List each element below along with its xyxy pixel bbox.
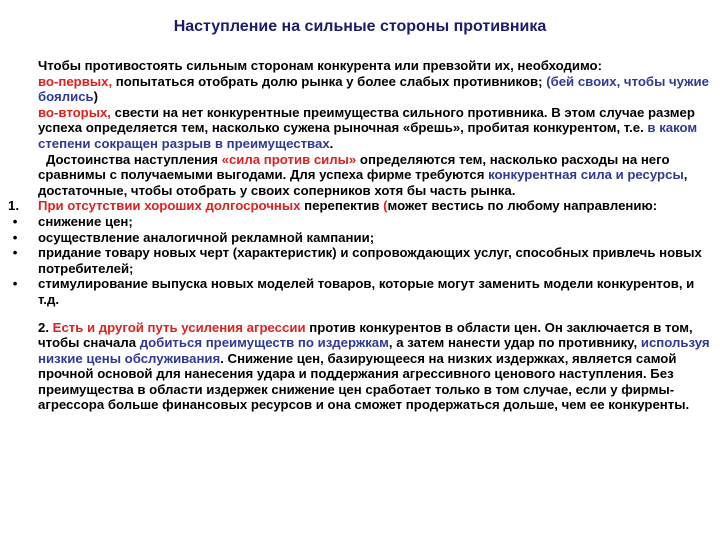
bullet-item xyxy=(8,245,712,276)
item-1-text: перепектив xyxy=(300,198,384,214)
first-text: попытаться отобрать долю рынка у более слабых противников; xyxy=(112,73,547,89)
item-2-text3: . Снижение цен, базирующееся на низких издержках, является самой прочной основой для нанесения удара и поддержания агрессивного ценового наступления. Без преимущества в области издержек снижение цен сработает только в том случае, если у фирмы-агрессора больше финансовых ресурсов и она сможет продержаться дольше, чем ее конкуренты. xyxy=(38,350,690,413)
adv-text-a: Достоинства наступления xyxy=(46,151,222,167)
bullet-text: придание товару новых черт (характеристик) и сопровождающих услуг, способных привлечь новых потребителей; xyxy=(38,245,702,276)
item-2-red: Есть и другой путь усиления агрессии xyxy=(52,319,306,335)
item-1-red: При отсутствии хороших долгосрочных xyxy=(38,198,301,214)
bullet-item xyxy=(8,276,712,307)
advantages-paragraph xyxy=(8,152,712,199)
adv-text-b: определяются тем, насколько расходы на него сравнимы с получаемыми выгодами. Для успеха фирме требуются xyxy=(38,151,670,183)
intro-colon: : xyxy=(597,58,603,73)
item-2-blue2: используя низкие цены обслуживания xyxy=(38,335,710,366)
first-point xyxy=(8,74,712,105)
bullet-dot: • xyxy=(12,276,18,292)
first-close: ) xyxy=(93,89,99,105)
adv-blue: конкурентная сила и ресурсы xyxy=(488,167,684,183)
bullet-text: осуществление аналогичной рекламной кампании; xyxy=(38,229,375,245)
item-1 xyxy=(8,198,712,214)
first-quote: (бей своих, чтобы чужие боялись xyxy=(38,73,709,105)
bullet-item xyxy=(8,214,712,230)
bullet-dot: • xyxy=(12,213,18,229)
item-2-text: против конкурентов в области цен. Он заключается в том, чтобы сначала xyxy=(38,319,693,351)
bullet-dot: • xyxy=(12,229,18,245)
adv-text-c: , достаточные, чтобы отобрать у своих соперников хотя бы часть рынка. xyxy=(38,167,688,198)
second-point xyxy=(8,105,712,152)
adv-red: «сила против силы» xyxy=(221,151,357,167)
bullet-text: стимулирование выпуска новых моделей товаров, которые могут заменить модели конкурентов, и т.д. xyxy=(38,276,695,307)
slide-body xyxy=(8,58,712,413)
slide-title: Наступление на сильные стороны противника xyxy=(173,18,547,35)
item-2-marker: 2. xyxy=(38,319,53,335)
item-2 xyxy=(8,320,712,414)
item-1-text2: может вестись по любому направлению: xyxy=(387,198,658,214)
second-end: . xyxy=(329,135,334,151)
bullet-item xyxy=(8,230,712,246)
bullet-text: снижение цен; xyxy=(38,213,133,229)
second-text: свести на нет конкурентные преимущества сильного противника. В этом случае размер успеха определяется тем, насколько сужена рыночная «брешь», пробитая конкурентом, т.е. xyxy=(38,104,695,136)
intro-text: Чтобы противостоять сильным сторонам конкурента или превзойти их, необходимо xyxy=(38,58,598,73)
second-blue: в каком степени сокращен разрыв в преимуществах xyxy=(38,120,698,151)
spacer xyxy=(8,308,712,320)
item-1-paren: ( xyxy=(383,198,388,214)
intro-paragraph xyxy=(8,58,712,74)
first-marker: во-первых, xyxy=(38,73,113,89)
bullet-dot: • xyxy=(12,245,18,261)
item-2-blue: добиться преимуществ по издержкам xyxy=(139,335,389,351)
second-marker: во-вторых, xyxy=(38,104,111,120)
item-2-text2: , а затем нанести удар по противнику, xyxy=(388,335,641,351)
item-1-marker: 1. xyxy=(8,198,19,214)
